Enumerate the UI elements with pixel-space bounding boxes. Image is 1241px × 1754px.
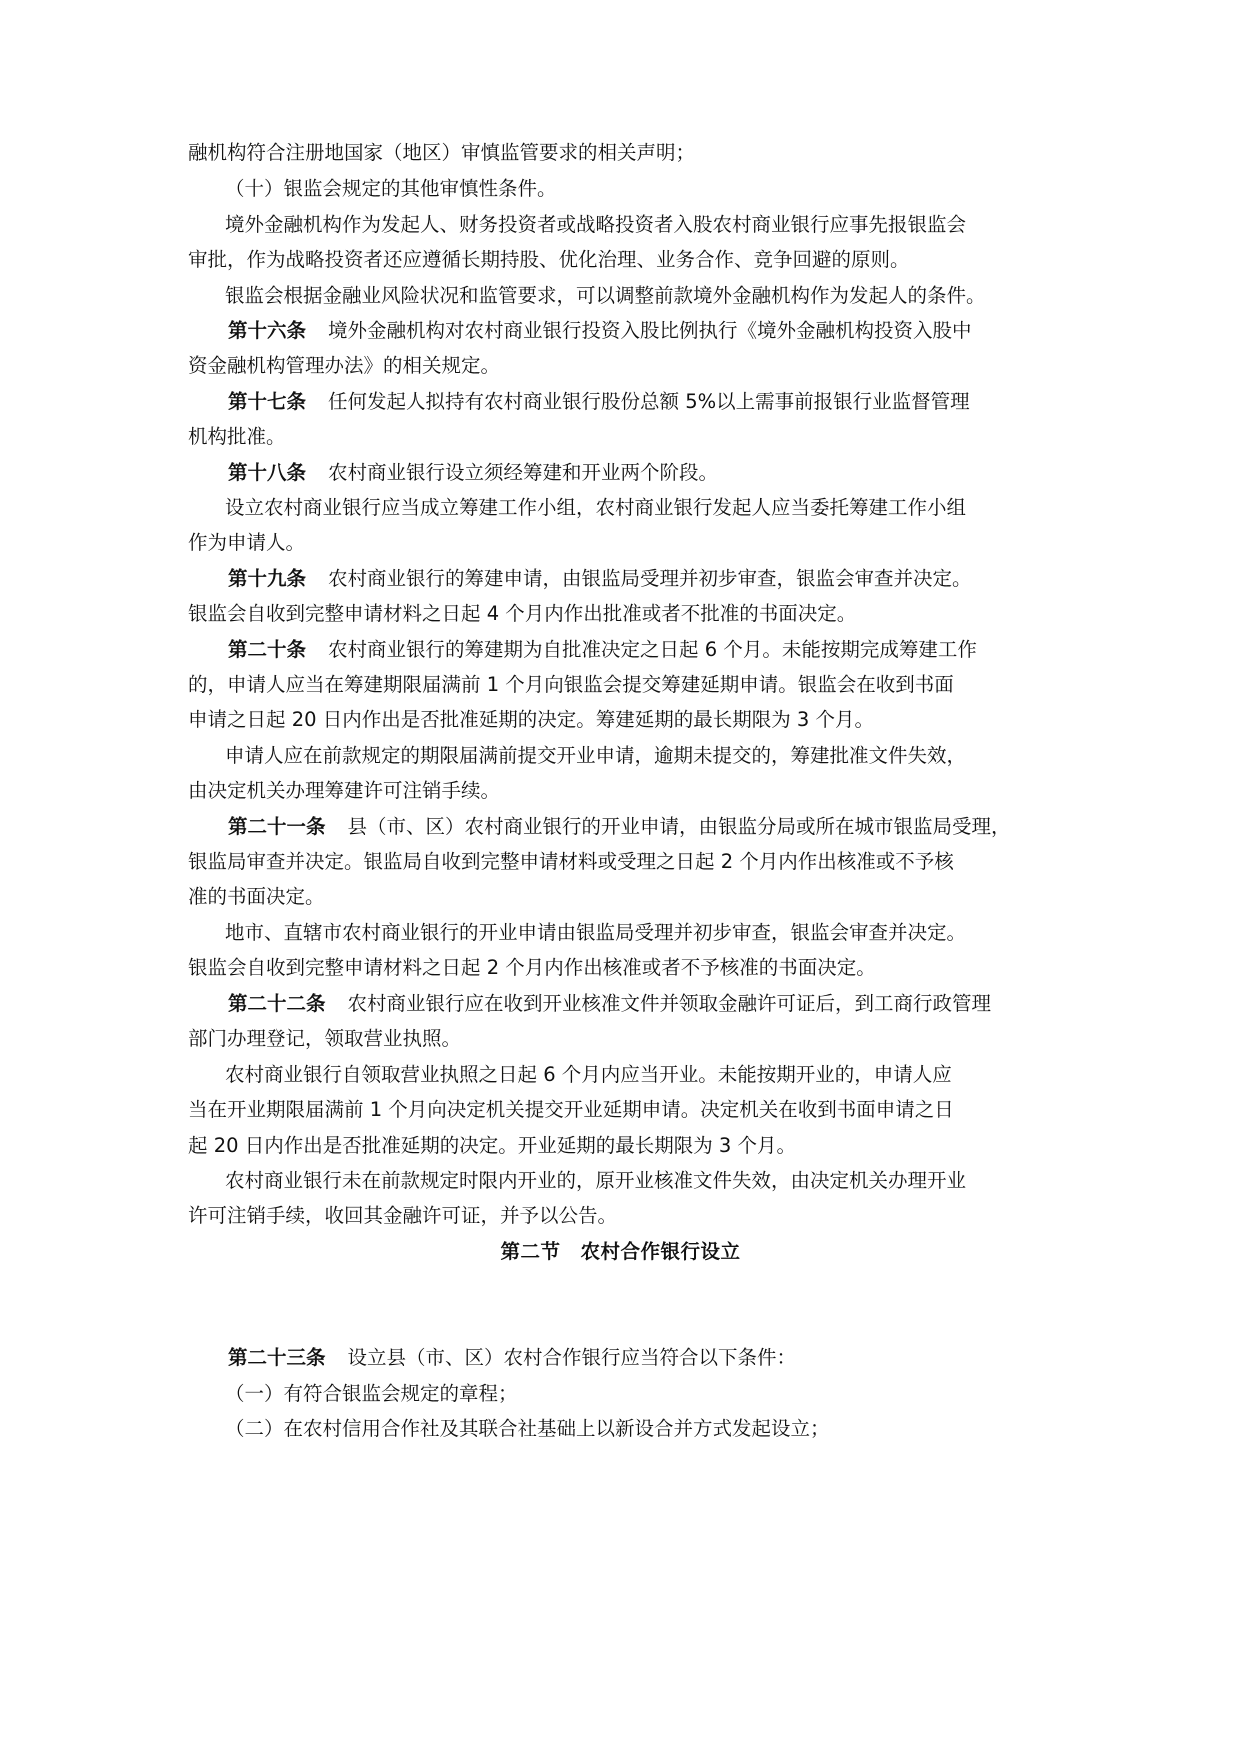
- text-line: 申请人应在前款规定的期限届满前提交开业申请，逾期未提交的，筹建批准文件失效，: [225, 744, 967, 767]
- article-text: 农村商业银行设立须经筹建和开业两个阶段。: [328, 461, 719, 484]
- list-item: （一）有符合银监会规定的章程；: [225, 1382, 518, 1405]
- text-line: 的，申请人应当在筹建期限届满前 1 个月向银监会提交筹建延期申请。银监会在收到书面: [188, 673, 954, 696]
- article-21: [228, 814, 1108, 840]
- article-20: [228, 637, 1108, 663]
- article-label: 第二十条: [228, 638, 307, 661]
- list-item: （二）在农村信用合作社及其联合社基础上以新设合并方式发起设立；: [225, 1417, 830, 1440]
- text-line: 农村商业银行自领取营业执照之日起 6 个月内应当开业。未能按期开业的，申请人应: [225, 1063, 952, 1086]
- article-17: [228, 389, 1108, 415]
- article-text: 任何发起人拟持有农村商业银行股份总额 5%以上需事前报银行业监督管理: [328, 390, 970, 413]
- text-line: 当在开业期限届满前 1 个月向决定机关提交开业延期申请。决定机关在收到书面申请之日: [188, 1098, 954, 1121]
- article-text: 农村商业银行的筹建申请，由银监局受理并初步审查，银监会审查并决定。: [328, 567, 972, 590]
- text-line: 准的书面决定。: [188, 885, 325, 908]
- article-18: [228, 460, 1108, 486]
- section-heading: 第二节 农村合作银行设立: [500, 1240, 741, 1263]
- text-line: 设立农村商业银行应当成立筹建工作小组，农村商业银行发起人应当委托筹建工作小组: [225, 496, 967, 519]
- text-line: 银监局审查并决定。银监局自收到完整申请材料或受理之日起 2 个月内作出核准或不予核: [188, 850, 954, 873]
- text-line: 由决定机关办理筹建许可注销手续。: [188, 779, 501, 802]
- text-line: 银监会自收到完整申请材料之日起 2 个月内作出核准或者不予核准的书面决定。: [188, 956, 876, 979]
- text-line: 境外金融机构作为发起人、财务投资者或战略投资者入股农村商业银行应事先报银监会: [225, 213, 967, 236]
- article-label: 第二十二条: [228, 992, 326, 1015]
- text-line: 银监会自收到完整申请材料之日起 4 个月内作出批准或者不批准的书面决定。: [188, 602, 857, 625]
- text-line: 融机构符合注册地国家（地区）审慎监管要求的相关声明；: [188, 141, 696, 164]
- article-label: 第十九条: [228, 567, 307, 590]
- article-text: 县（市、区）农村商业银行的开业申请，由银监分局或所在城市银监局受理，: [347, 815, 1011, 838]
- text-line: 农村商业银行未在前款规定时限内开业的，原开业核准文件失效，由决定机关办理开业: [225, 1169, 967, 1192]
- article-label: 第二十三条: [228, 1346, 326, 1369]
- article-label: 第十八条: [228, 461, 307, 484]
- article-16: [228, 318, 1108, 344]
- article-text: 农村商业银行应在收到开业核准文件并领取金融许可证后，到工商行政管理: [347, 992, 992, 1015]
- text-line: 申请之日起 20 日内作出是否批准延期的决定。筹建延期的最长期限为 3 个月。: [188, 708, 875, 731]
- article-23: [228, 1345, 1108, 1371]
- text-line: 起 20 日内作出是否批准延期的决定。开业延期的最长期限为 3 个月。: [188, 1134, 797, 1157]
- text-line: 银监会根据金融业风险状况和监管要求，可以调整前款境外金融机构作为发起人的条件。: [225, 284, 986, 307]
- article-text: 境外金融机构对农村商业银行投资入股比例执行《境外金融机构投资入股中: [328, 319, 972, 342]
- text-line: 部门办理登记，领取营业执照。: [188, 1027, 462, 1050]
- article-label: 第十六条: [228, 319, 307, 342]
- article-22: [228, 991, 1108, 1017]
- text-line: 审批，作为战略投资者还应遵循长期持股、优化治理、业务合作、竞争回避的原则。: [188, 248, 910, 271]
- article-19: [228, 566, 1108, 592]
- article-text: 设立县（市、区）农村合作银行应当符合以下条件：: [347, 1346, 797, 1369]
- article-label: 第二十一条: [228, 815, 326, 838]
- article-label: 第十七条: [228, 390, 307, 413]
- text-line: 许可注销手续，收回其金融许可证，并予以公告。: [188, 1204, 618, 1227]
- text-line: 作为申请人。: [188, 531, 306, 554]
- list-item: （十）银监会规定的其他审慎性条件。: [225, 177, 557, 200]
- text-line: 地市、直辖市农村商业银行的开业申请由银监局受理并初步审查，银监会审查并决定。: [225, 921, 967, 944]
- text-line: 资金融机构管理办法》的相关规定。: [188, 354, 501, 377]
- article-text: 农村商业银行的筹建期为自批准决定之日起 6 个月。未能按期完成筹建工作: [328, 638, 977, 661]
- text-line: 机构批准。: [188, 425, 286, 448]
